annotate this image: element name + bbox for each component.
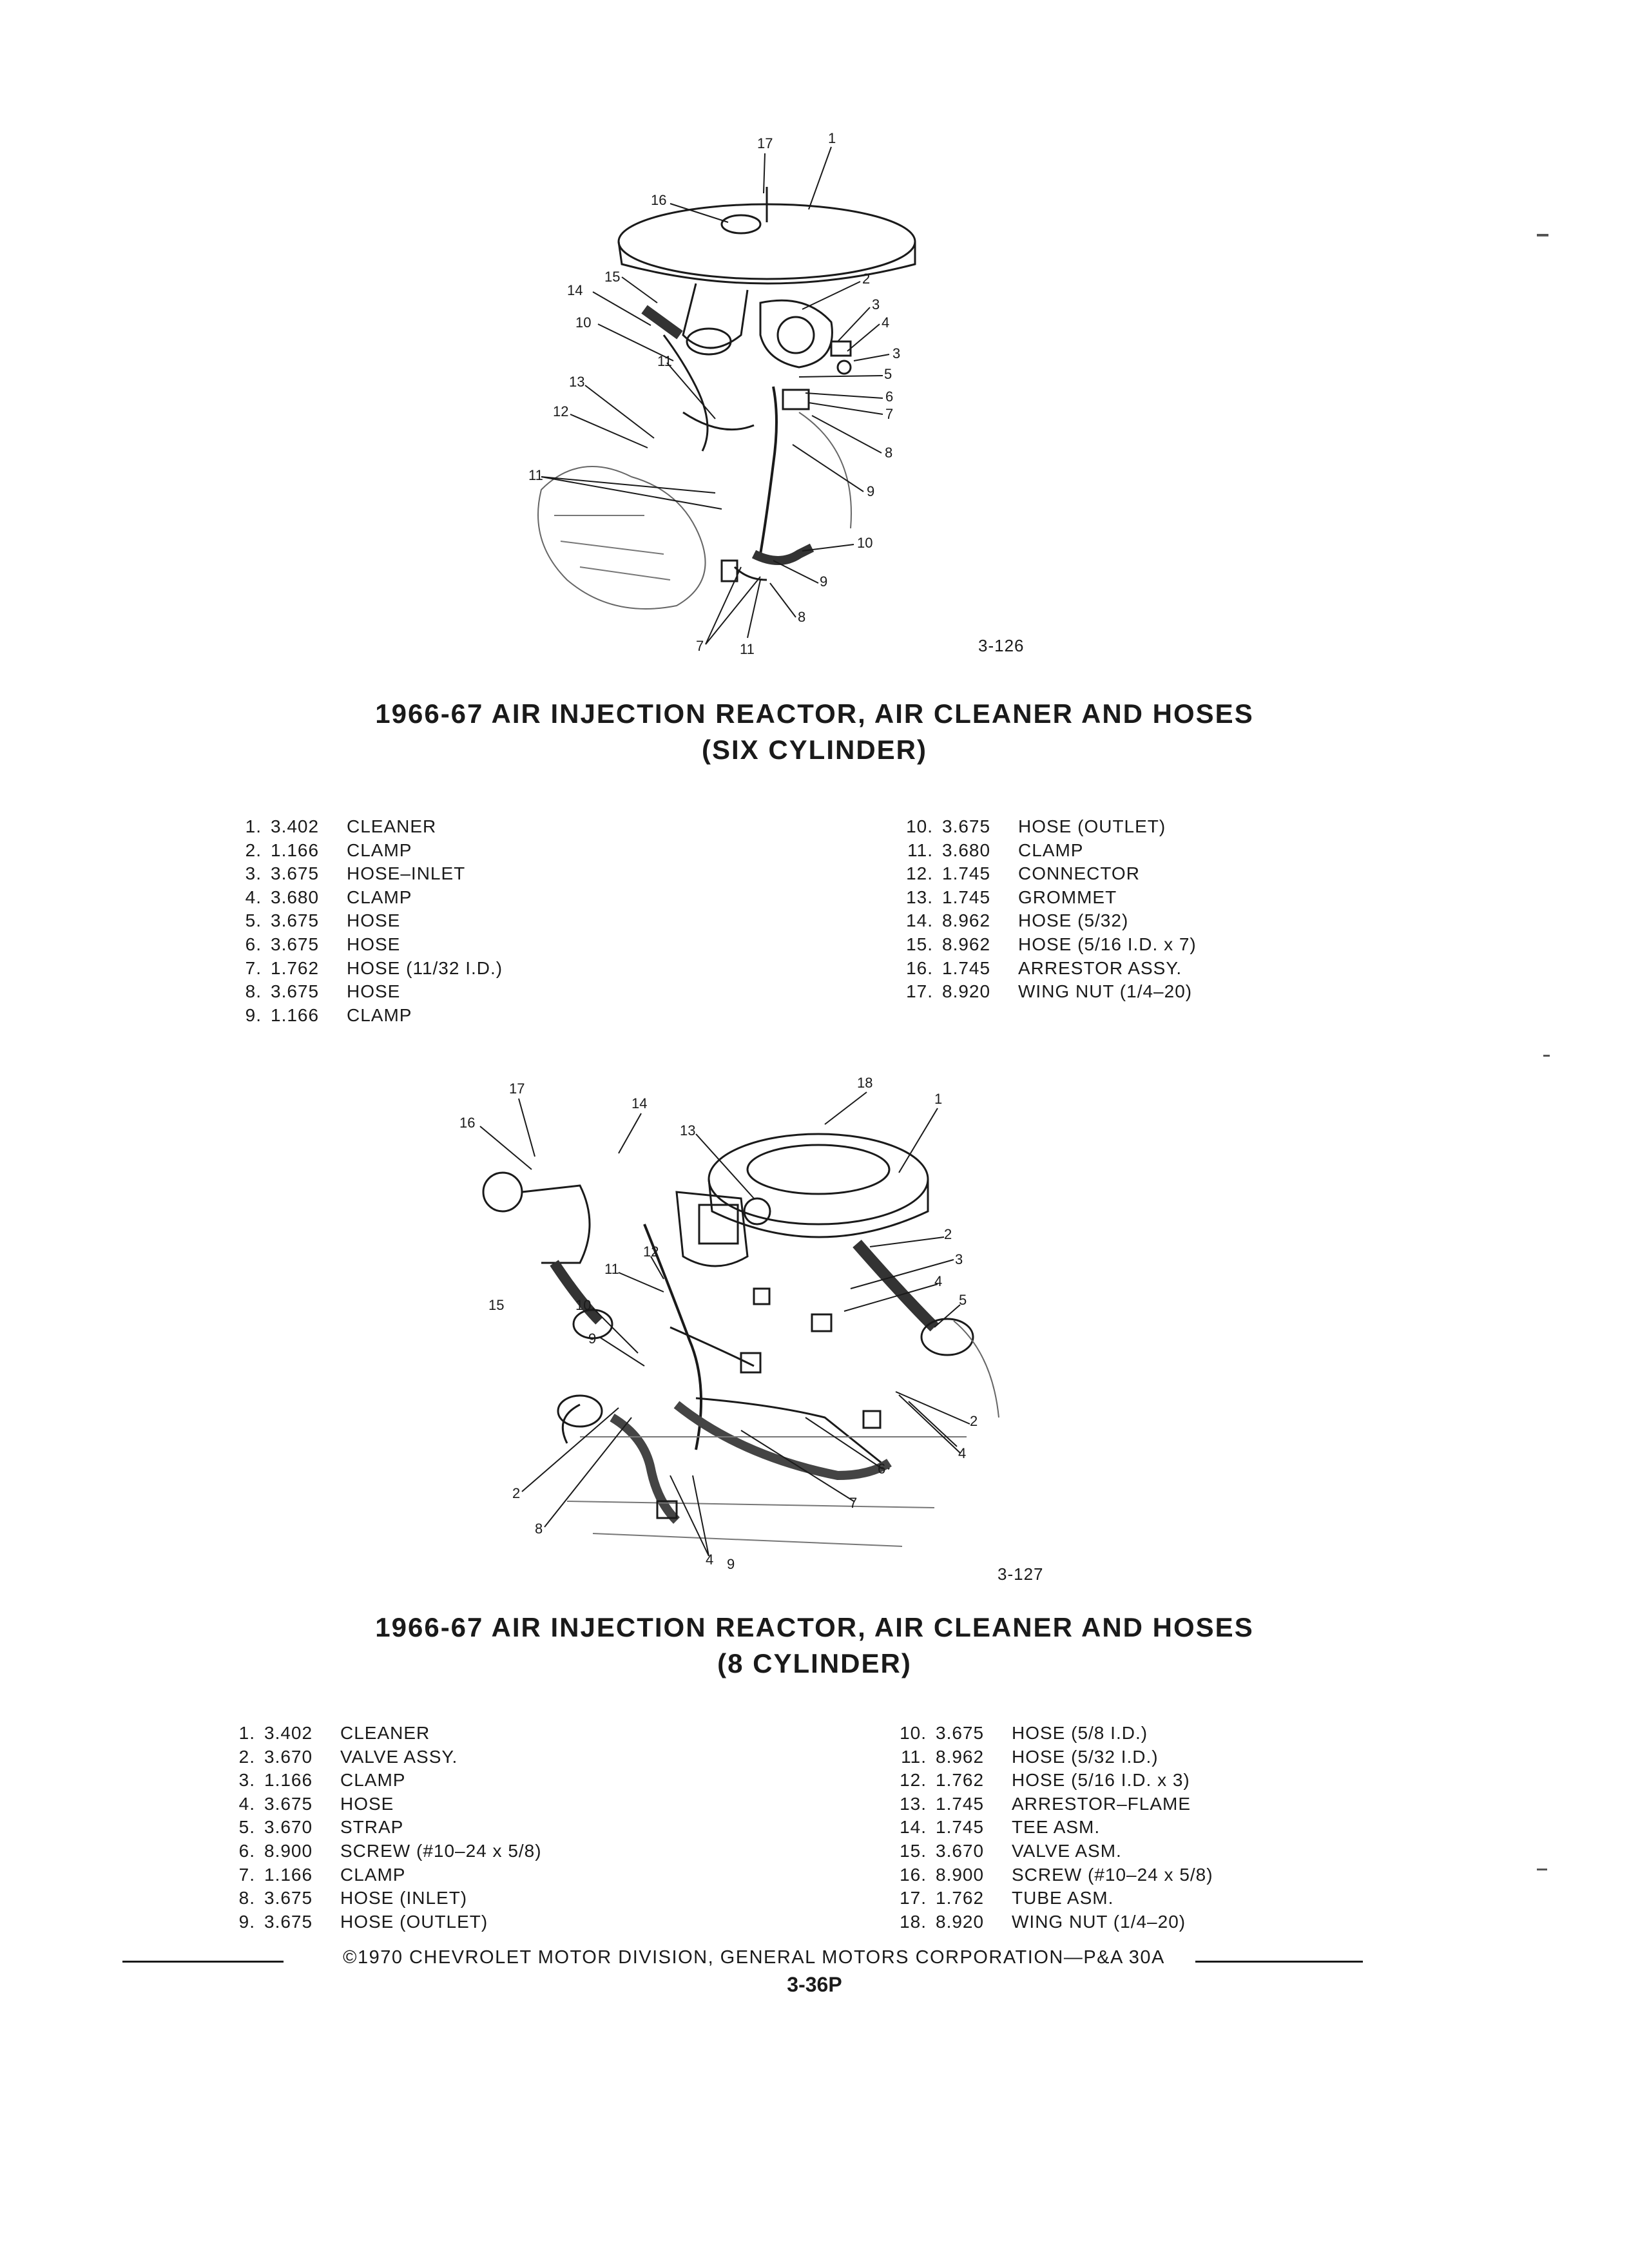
list-item: 1. 3.402 CLEANER (245, 816, 437, 836)
callout-2c: 2 (512, 1485, 521, 1501)
list-item: 10. 3.675 HOSE (5/8 I.D.) (900, 1723, 1148, 1743)
callout-2: 2 (862, 271, 871, 287)
callout-4c: 4 (706, 1552, 714, 1568)
callout-15: 15 (488, 1297, 505, 1313)
callout-3: 3 (955, 1251, 963, 1267)
margin-mark (1543, 1055, 1550, 1057)
parts-list-eight-left (217, 1722, 542, 1934)
callout-14: 14 (631, 1095, 648, 1111)
callout-14: 14 (567, 282, 583, 298)
figure-number-3-127: 3-127 (998, 1564, 1044, 1584)
callout-13: 13 (569, 374, 585, 390)
margin-mark (1537, 234, 1548, 236)
list-item: 15. 8.962 HOSE (5/16 I.D. x 7) (906, 934, 1197, 954)
callout-8b: 8 (798, 609, 806, 625)
list-item: 2. 3.670 VALVE ASSY. (238, 1746, 458, 1767)
callout-2: 2 (944, 1226, 952, 1242)
figure-eight-cylinder-illustration (445, 1063, 1037, 1579)
list-item: 7. 1.166 CLAMP (238, 1864, 406, 1885)
list-item: 3. 3.675 HOSE–INLET (245, 863, 466, 884)
callout-8: 8 (885, 445, 893, 461)
list-item: 13. 1.745 ARRESTOR–FLAME (900, 1793, 1191, 1814)
list-item: 8. 3.675 HOSE (245, 981, 401, 1002)
footer-rule-left (122, 1961, 284, 1963)
figure-six-cylinder-illustration (490, 122, 954, 670)
list-item: 3. 1.166 CLAMP (238, 1770, 406, 1791)
parts-list-six-right (894, 815, 1197, 1004)
list-item: 12. 1.745 CONNECTOR (906, 863, 1140, 884)
title-line-2: (8 CYLINDER) (717, 1648, 912, 1678)
list-item: 9. 1.166 CLAMP (245, 1004, 412, 1025)
list-item: 8. 3.675 HOSE (INLET) (238, 1888, 468, 1908)
callout-8: 8 (535, 1521, 543, 1537)
list-item: 13. 1.745 GROMMET (906, 887, 1117, 907)
callout-1: 1 (828, 130, 836, 146)
callout-2b: 2 (970, 1413, 978, 1429)
list-item: 11. 8.962 HOSE (5/32 I.D.) (901, 1746, 1159, 1767)
list-item: 1. 3.402 CLEANER (238, 1723, 430, 1743)
callout-9: 9 (867, 483, 875, 499)
footer-copyright: ©1970 CHEVROLET MOTOR DIVISION, GENERAL MOTORS CORPORATION—P&A 30A (343, 1947, 1165, 1968)
callout-7: 7 (885, 406, 894, 422)
callout-3b: 3 (892, 345, 901, 361)
callout-9b: 9 (820, 573, 828, 590)
callout-10: 10 (575, 314, 592, 331)
callout-12: 12 (553, 403, 569, 419)
callout-17: 17 (757, 135, 773, 151)
callout-16: 16 (459, 1115, 476, 1131)
page-number: 3-36P (787, 1973, 842, 1996)
callout-10: 10 (575, 1297, 592, 1313)
callout-4: 4 (934, 1273, 943, 1289)
callout-11: 11 (604, 1261, 619, 1277)
callout-10b: 10 (857, 535, 873, 551)
callout-9b: 9 (727, 1556, 735, 1572)
list-item: 14. 1.745 TEE ASM. (900, 1817, 1101, 1838)
section-title-six-cylinder (0, 696, 1629, 768)
list-item: 6. 3.675 HOSE (245, 934, 401, 954)
list-item: 6. 8.900 SCREW (#10–24 x 5/8) (238, 1840, 542, 1861)
margin-mark (1537, 1869, 1547, 1870)
list-item: 16. 8.900 SCREW (#10–24 x 5/8) (900, 1864, 1213, 1885)
title-line-1: 1966-67 AIR INJECTION REACTOR, AIR CLEANER AND HOSES (375, 698, 1254, 729)
list-item: 16. 1.745 ARRESTOR ASSY. (906, 957, 1182, 978)
list-item: 17. 8.920 WING NUT (1/4–20) (906, 981, 1193, 1002)
parts-list-eight-right (888, 1722, 1213, 1934)
callout-13: 13 (680, 1122, 696, 1139)
callout-7: 7 (849, 1495, 858, 1511)
list-item: 5. 3.675 HOSE (245, 910, 401, 931)
parts-list-six-left (223, 815, 503, 1027)
callout-11c: 11 (740, 641, 755, 657)
title-line-1: 1966-67 AIR INJECTION REACTOR, AIR CLEANER AND HOSES (375, 1612, 1254, 1642)
callout-17: 17 (509, 1081, 525, 1097)
list-item: 4. 3.680 CLAMP (245, 887, 412, 907)
callout-5: 5 (884, 366, 892, 382)
callout-18: 18 (857, 1075, 873, 1091)
list-item: 14. 8.962 HOSE (5/32) (906, 910, 1129, 931)
list-item: 15. 3.670 VALVE ASM. (900, 1840, 1122, 1861)
list-item: 11. 3.680 CLAMP (907, 840, 1084, 860)
list-item: 17. 1.762 TUBE ASM. (900, 1888, 1114, 1908)
section-title-eight-cylinder (0, 1610, 1629, 1682)
list-item: 5. 3.670 STRAP (238, 1817, 404, 1838)
callout-6: 6 (885, 389, 894, 405)
list-item: 10. 3.675 HOSE (OUTLET) (906, 816, 1166, 836)
callout-7b: 7 (696, 638, 704, 654)
callout-16: 16 (651, 192, 667, 208)
list-item: 7. 1.762 HOSE (11/32 I.D.) (245, 957, 503, 978)
list-item: 12. 1.762 HOSE (5/16 I.D. x 3) (900, 1770, 1190, 1791)
footer-rule-right (1195, 1961, 1363, 1963)
list-item: 9. 3.675 HOSE (OUTLET) (238, 1911, 488, 1932)
callout-15: 15 (604, 269, 621, 285)
figure-number-3-126: 3-126 (978, 636, 1025, 655)
callout-12: 12 (643, 1244, 659, 1260)
title-line-2: (SIX CYLINDER) (701, 735, 927, 765)
callout-4: 4 (882, 314, 890, 331)
callout-11: 11 (657, 353, 672, 369)
callout-1: 1 (934, 1091, 943, 1107)
callout-9: 9 (588, 1331, 597, 1347)
list-item: 4. 3.675 HOSE (238, 1793, 394, 1814)
list-item: 2. 1.166 CLAMP (245, 840, 412, 860)
list-item: 18. 8.920 WING NUT (1/4–20) (900, 1911, 1186, 1932)
callout-11b: 11 (528, 467, 543, 483)
callout-5: 5 (959, 1292, 967, 1308)
callout-6: 6 (878, 1461, 886, 1477)
callout-3: 3 (872, 296, 880, 312)
callout-4b: 4 (958, 1445, 967, 1461)
